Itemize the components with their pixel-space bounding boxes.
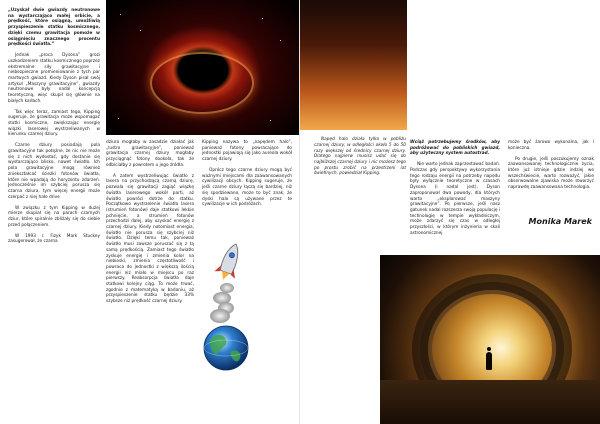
author-signature: Monika Marek bbox=[528, 217, 592, 226]
rocket-and-earth-image bbox=[200, 236, 280, 396]
earth-globe-icon bbox=[204, 326, 248, 370]
paragraph: W 1993 r. Fizyk Mark Stuckey zasugerował, że czarna bbox=[8, 233, 100, 245]
paragraph: Wciąż potrzebujemy środków, aby podróżować do pobliskich gwiazd, aby użyteczny system autostrad. bbox=[410, 140, 500, 157]
sunset-image bbox=[300, 0, 407, 130]
paragraph: Nie warto jednak zaprzestawać badań. Podczas gdy perspektywy wykorzystania tego rodzaju energii na potrzeby napędu były wyłącznie teoretyczne w czasach Dysona (i nadal jest), Dyson zaproponował dwa powody, dla których warto „eksplorować maszyny grawitacyjne”. Po pierwsze, jeśli nasz gatunek nadal rozszerza swoją populację i technologię w tempie wykładniczym, może zdarzyć się czas w odległej przyszłości, w którym inżynieria w skali astronomicznej bbox=[410, 162, 500, 236]
right-page-column-3 bbox=[508, 140, 594, 196]
accretion-ring bbox=[150, 52, 254, 114]
paragraph: Tak więc teraz, zamiast tego, Kipping sugeruje, że grawitacja może wspomagać statki kosmiczne, zwiększając energię wiązki laserowej wystrzeliwanych w kierunku czarnej dziury. bbox=[8, 109, 100, 138]
paragraph: Czarne dziury posiadają pola grawitacyjne tak potężne, że nic nie może się z nich wydostać, gdy dostanie się wystarczająco blisko, nawet światło. Ich pola grawitacyjne mogą również zniekształcać ścieżki fotonów światła, które nie wpadają do horyzontu zdarzeń. Jednocześnie im szybciej porusza się czarna dziura, tym więcej energii może czerpać z niej hało drive bbox=[8, 143, 100, 200]
paragraph: Kipping nazywa to „napędem halo”, ponieważ fotony powracające do jednostki pojawiają się jako aureola wokół czarnej dziury. bbox=[202, 140, 292, 163]
paragraph: W związku z tym Kipping w dużej mierze skupiał się na parach czarnych dziur, które spiralnie zbliżały się do siebie przed połączeniem. bbox=[8, 205, 100, 228]
smoke-trail bbox=[210, 283, 234, 323]
left-page-column-1 bbox=[8, 8, 100, 250]
paragraph: Po drugie, jeśli poszukujemy oznak zaawansowanej technologicznie życia, które już istnieje gdzie indziej we wszechświecie, warto rozważyć, jakie obserwowalne zjawiska może stworzyć naprawdę zaawansowana technologia. bbox=[508, 156, 594, 191]
paragraph: Jednak „proca Dysona” grozi uszkodzeniem statku kosmicznego poprzez ekstremalne siły grawitacyjne i niebezpieczne promieniowanie z tych par martwych gwiazd. Kiedy Dyson pisał swój artykuł „Maszyny grawitacyjne”, gwiazdy neutronowe były nadal koncepcją teoretyczną, więc skupił się głównie na białych karłach. bbox=[8, 53, 100, 104]
paragraph: może być żarowo wykonalna, jak i konieczna. bbox=[508, 140, 594, 151]
standing-figure bbox=[486, 352, 492, 370]
paragraph: A zatem wystrzeliwując światło z lasera na przychodzącą czarną dziurę, pozwala się grawitacji zagiąć wiązkę światła laserowego wokół parti, aż światło powróci dotrze do statku. Początkowo wystrzelenie światła lasera (strumień fotonów) daje statkowi lekkie pchnięcie, a strumień fotonów przechodzi dalej, aby uzyskać energię z czarnej dziury. Kiedy natomiast energia, światło nie porusza się szybciej niż światło. Dzięki temu tak, ponieważ światło musi zawsze poruszać się z tą samą prędkością. Zamiast tego światło zyskuje energię i zmienia kolor na niebieski, zmienia częstotliwość i powraca do jednostki z większą ilością energii niż miało w miejscu po raz pierwszy. Reabsorpcja światła daje statkowi kolejny ciąg. To może trwać, zgodnie z matematyką w badaniu, aż przyspieszenie statku będzie 33% szybsze niż prędkość czarnej dziury. bbox=[106, 173, 194, 305]
left-page-column-2 bbox=[106, 140, 194, 310]
right-page-column-2 bbox=[410, 140, 500, 242]
paragraph: Oprócz tego czarne dziury mogą być ważnymi miejscami dla zaawansowanych cywilizacji obcych. Kipping sugeruje, że jeśli czarne dziury łączą się bardziej, niż się spodziewano, może to być znak, że dyski halo są używane przez te cywilizacje w ich podróżach. bbox=[202, 168, 292, 208]
left-page-column-3 bbox=[202, 140, 292, 213]
paragraph: „Uzyskał dwie gwiazdy neutronowe na wystarczająco małej orbicie, a prędkość, które osiągną, umożliwią przyspieszenie statku kosmicznego, dzięki czemu grawitacja pomoże w osiągnięciu znacznego procentu prędkości światła.” bbox=[8, 8, 100, 48]
rocket-icon bbox=[213, 240, 247, 283]
ground bbox=[380, 380, 600, 424]
paragraph: Napęd halo działa tylko w pobliżu czarnej dziury, w odległości około 5 do 50 razy większej od średnicy czarnej dziury. Dlatego najpierw musisz udać się do najbliższej czarnej dziury i nic możesz tego po prostu zrobić na przestrzeni lat świetlnych, powiedział Kipping. bbox=[314, 137, 406, 177]
paragraph: dziura mogłaby w zasadzie działać jak „lustro grawitacyjne”, ponieważ grawitacja czarnej dziury mogłaby przyciągnąć fotony dookoła, tak że odbiciałby z powrotem u jego źródła. bbox=[106, 140, 194, 168]
